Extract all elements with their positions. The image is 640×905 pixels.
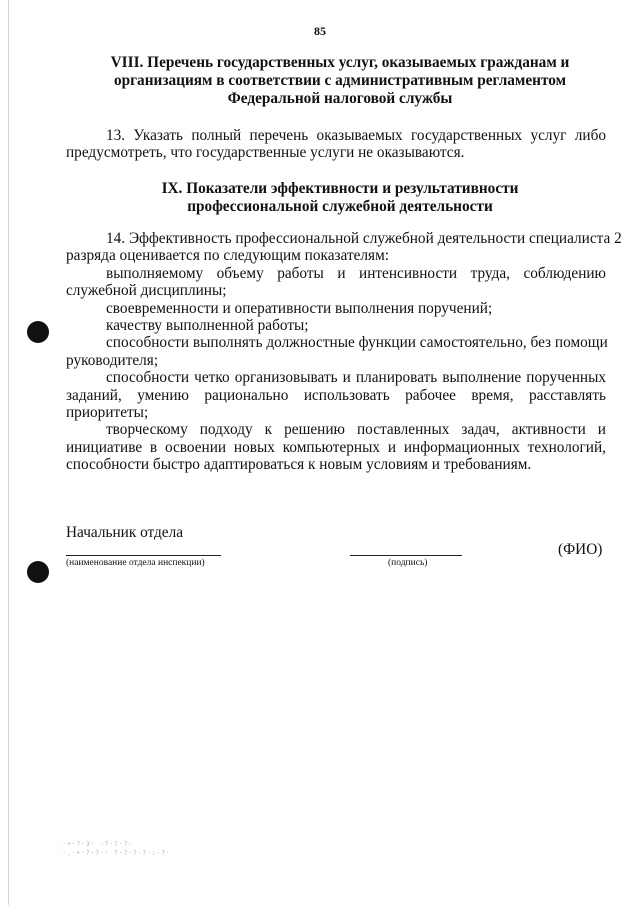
- section-9-title-line: профессиональной служебной деятельности: [187, 198, 493, 215]
- section-8-title: [100, 54, 580, 108]
- list-item-line: творческому подходу к решению поставленных задач, активности и: [106, 421, 606, 439]
- list-item-line: своевременности и оперативности выполнения поручений;: [106, 299, 493, 317]
- punch-hole: [27, 321, 49, 343]
- section-8-title-line: VIII. Перечень государственных услуг, оказываемых гражданам и: [110, 54, 570, 71]
- list-item-line: выполняемому объему работы и интенсивности труда, соблюдению: [106, 264, 606, 282]
- signature-line: [350, 555, 462, 556]
- list-item-line: качеству выполненной работы;: [106, 317, 309, 335]
- punch-hole: [27, 561, 49, 583]
- faint-stamp-line: ·•·?·3· ·?·?·?·: [62, 840, 133, 848]
- department-caption: (наименование отдела инспекции): [66, 558, 205, 568]
- scan-edge: [8, 0, 9, 905]
- list-item-line: способности выполнять должностные функции самостоятельно, без помощи: [106, 334, 608, 352]
- section-9-title: [100, 180, 580, 216]
- list-item-line: способности быстро адаптироваться к новым условиям и требованиям.: [66, 456, 532, 474]
- paragraph-line: 13. Указать полный перечень оказываемых государственных услуг либо: [106, 127, 606, 144]
- faint-stamp: [62, 840, 170, 858]
- list-item-line: заданий, умению рационально использовать рабочее время, расставлять: [66, 386, 606, 404]
- signature-caption: (подпись): [388, 558, 428, 568]
- list-item-line: служебной дисциплины;: [66, 282, 227, 300]
- list-item-line: руководителя;: [66, 351, 159, 369]
- section-8-title-line: Федеральной налоговой службы: [227, 90, 453, 107]
- section-8-title-line: организациям в соответствии с административным регламентом: [113, 72, 567, 89]
- list-item-line: инициативе в освоении новых компьютерных и информационных технологий,: [66, 438, 606, 456]
- section-9-title-line: IX. Показатели эффективности и результативности: [161, 180, 519, 197]
- faint-stamp-line: ·.·•·?·?·· ?·?·?·?·:·?·: [62, 849, 171, 857]
- paragraph-13: [66, 127, 606, 162]
- paragraph-line: предусмотреть, что государственные услуги не оказываются.: [66, 144, 465, 162]
- list-item-line: способности четко организовывать и планировать выполнение порученных: [106, 369, 606, 387]
- department-signature-line: [66, 555, 221, 556]
- position-label: Начальник отдела: [66, 524, 184, 541]
- name-label: (ФИО): [558, 541, 603, 558]
- paragraph-line: разряда оценивается по следующим показателям:: [66, 247, 390, 265]
- page-number: 85: [314, 24, 326, 38]
- paragraph-line: 14. Эффективность профессиональной служебной деятельности специалиста 2: [106, 230, 622, 247]
- list-item-line: приоритеты;: [66, 404, 149, 422]
- paragraph-14: [66, 230, 622, 474]
